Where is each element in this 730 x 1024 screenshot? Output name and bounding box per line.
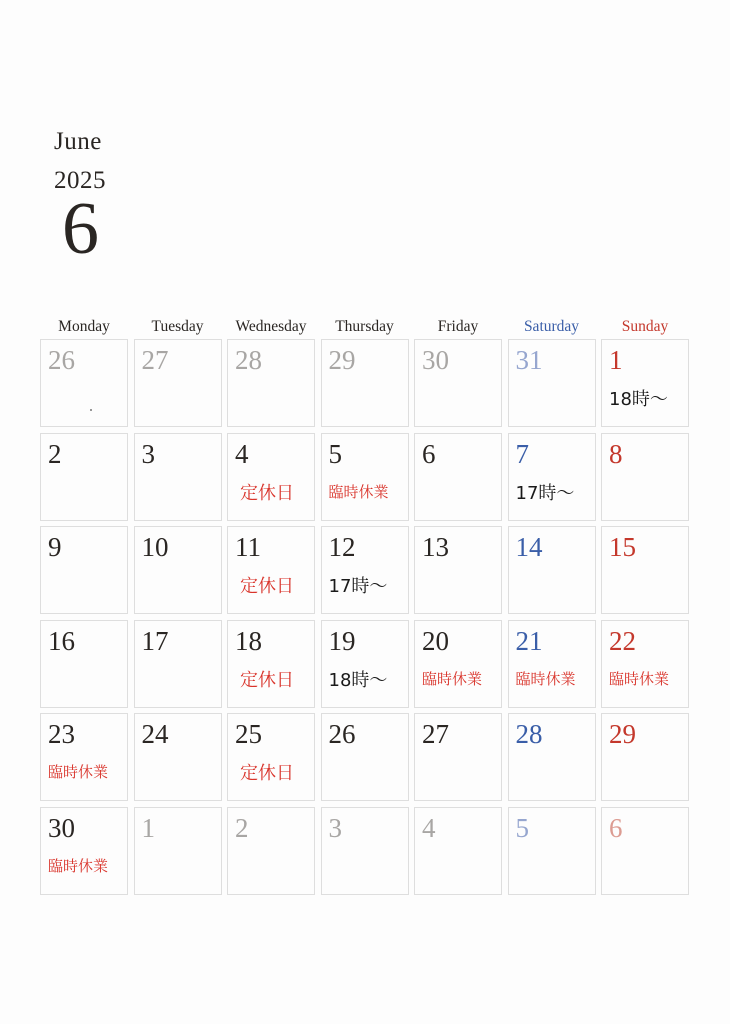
- calendar-grid: [40, 339, 689, 895]
- day-number: 19: [328, 625, 356, 656]
- day-number: 25: [235, 719, 262, 750]
- day-note-time: 17時〜: [328, 576, 388, 598]
- day-note-time: 17時〜: [515, 482, 575, 504]
- day-number: 1: [141, 812, 155, 843]
- day-number: 30: [48, 812, 75, 843]
- day-number: 20: [422, 625, 449, 656]
- day-cell: [40, 339, 128, 427]
- day-number: 1: [609, 345, 623, 375]
- day-note-temp: 臨時休業: [328, 482, 389, 501]
- day-number: 6: [609, 812, 623, 843]
- day-cell: [227, 339, 315, 427]
- day-number: 29: [328, 345, 356, 375]
- day-note-closed: 定休日: [240, 763, 294, 785]
- day-cell: [321, 526, 409, 614]
- year: 2025: [54, 167, 106, 194]
- weekday-header-thursday: Thursday: [335, 318, 394, 335]
- day-cell: [40, 713, 128, 801]
- day-cell: [227, 807, 315, 895]
- day-number: 22: [609, 625, 636, 656]
- day-cell: [508, 713, 596, 801]
- day-note-closed: 定休日: [240, 669, 294, 691]
- day-cell: [321, 433, 409, 521]
- day-number: 11: [235, 532, 261, 563]
- weekday-header-monday: Monday: [58, 318, 110, 335]
- day-number: 8: [609, 438, 623, 469]
- day-cell: [227, 526, 315, 614]
- day-number: 12: [328, 532, 356, 563]
- day-number: 27: [422, 719, 449, 750]
- weekday-header-tuesday: Tuesday: [151, 318, 204, 335]
- day-cell: [601, 433, 689, 521]
- day-cell: [134, 807, 222, 895]
- month-name: June: [54, 128, 102, 155]
- day-note-temp: 臨時休業: [422, 669, 483, 688]
- day-cell: [134, 339, 222, 427]
- day-number: 23: [48, 719, 75, 750]
- day-number: 7: [515, 438, 529, 469]
- day-cell: [414, 526, 502, 614]
- day-cell: [40, 807, 128, 895]
- day-note-temp: 臨時休業: [48, 763, 109, 782]
- day-cell: [40, 620, 128, 708]
- day-cell: [601, 620, 689, 708]
- month-number: 6: [62, 188, 99, 270]
- day-note-time: 18時〜: [328, 669, 388, 691]
- day-number: 15: [609, 532, 636, 563]
- day-cell: [134, 713, 222, 801]
- day-cell: [414, 433, 502, 521]
- day-cell: [321, 713, 409, 801]
- day-note-time: 18時〜: [609, 389, 668, 410]
- weekday-header-wednesday: Wednesday: [235, 318, 307, 335]
- day-number: 26: [328, 719, 356, 750]
- weekday-header-saturday: Saturday: [523, 318, 580, 335]
- day-cell: [227, 433, 315, 521]
- day-number: 5: [328, 438, 342, 469]
- day-cell: [227, 620, 315, 708]
- day-number: 14: [515, 532, 543, 563]
- day-note-temp: 臨時休業: [48, 856, 109, 875]
- day-cell: [508, 433, 596, 521]
- day-cell: [508, 807, 596, 895]
- day-number: 6: [422, 438, 436, 469]
- day-cell: [508, 339, 596, 427]
- day-number: 3: [141, 438, 155, 469]
- day-cell: [321, 339, 409, 427]
- day-cell: [40, 433, 128, 521]
- day-cell: [601, 807, 689, 895]
- day-cell: [601, 713, 689, 801]
- day-number: 10: [141, 532, 169, 563]
- day-cell: [414, 807, 502, 895]
- day-number: 4: [235, 438, 249, 469]
- day-cell: [321, 620, 409, 708]
- day-number: 3: [328, 812, 342, 843]
- day-cell: [414, 620, 502, 708]
- day-number: 21: [515, 625, 543, 656]
- day-number: 24: [141, 719, 169, 750]
- day-note-temp: 臨時休業: [609, 669, 670, 688]
- day-number: 29: [609, 719, 636, 750]
- day-cell: [134, 526, 222, 614]
- weekday-header-friday: Friday: [437, 318, 479, 335]
- day-number: 28: [235, 345, 262, 375]
- day-number: 2: [48, 438, 62, 469]
- day-cell: [601, 339, 689, 427]
- day-number: 30: [422, 345, 449, 375]
- day-cell: [40, 526, 128, 614]
- day-cell: [134, 433, 222, 521]
- day-number: 31: [515, 345, 543, 375]
- day-cell: [414, 339, 502, 427]
- day-number: 16: [48, 625, 75, 656]
- day-cell: [227, 713, 315, 801]
- day-note-closed: 定休日: [240, 576, 294, 598]
- day-cell: [601, 526, 689, 614]
- day-number: 4: [422, 812, 436, 843]
- day-number: 2: [235, 812, 249, 843]
- weekday-header-sunday: Sunday: [621, 318, 669, 335]
- day-number: 26: [48, 345, 75, 375]
- day-number: 9: [48, 532, 62, 563]
- day-note-temp: 臨時休業: [515, 669, 576, 688]
- stray-dot: [90, 409, 92, 411]
- day-note-closed: 定休日: [240, 482, 294, 504]
- day-cell: [414, 713, 502, 801]
- day-number: 5: [515, 812, 529, 843]
- day-number: 13: [422, 532, 449, 563]
- day-cell: [134, 620, 222, 708]
- day-number: 27: [141, 345, 169, 375]
- day-cell: [321, 807, 409, 895]
- day-number: 17: [141, 625, 169, 656]
- day-number: 28: [515, 719, 543, 750]
- day-cell: [508, 526, 596, 614]
- day-cell: [508, 620, 596, 708]
- day-number: 18: [235, 625, 262, 656]
- weekday-header-row: [40, 316, 689, 338]
